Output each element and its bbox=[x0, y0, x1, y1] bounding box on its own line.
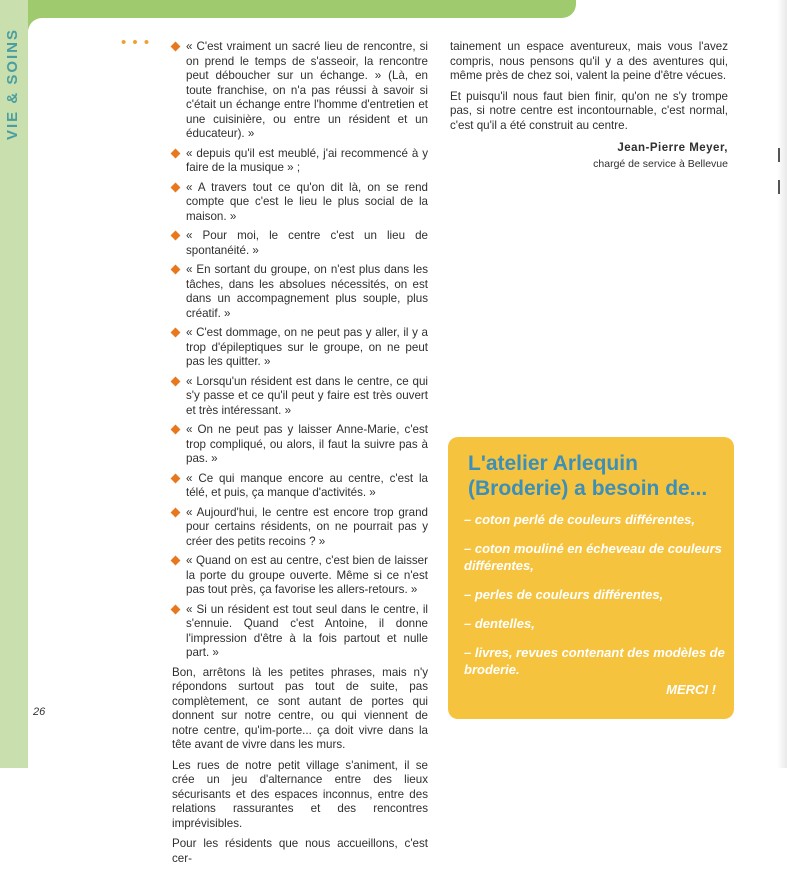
decor-dots: • • • bbox=[121, 34, 151, 51]
quote-item: « C'est dommage, on ne peut pas y aller, il y a trop d'épileptiques sur le groupe, on ne peut pas les quitter. » bbox=[172, 326, 428, 370]
atelier-title: L'atelier Arlequin (Broderie) a besoin de... bbox=[468, 452, 708, 500]
body-paragraph: Et puisqu'il nous faut bien finir, qu'on ne s'y trompe pas, si notre centre est incontournable, c'est normal, c'est qu'il a été construit au centre. bbox=[450, 89, 728, 132]
bullet-diamond-icon bbox=[171, 556, 181, 566]
top-color-band bbox=[28, 0, 576, 18]
bullet-diamond-icon bbox=[171, 148, 181, 158]
atelier-box bbox=[448, 437, 734, 719]
author-name: Jean-Pierre Meyer, bbox=[617, 142, 728, 154]
list-item: – perles de couleurs différentes, bbox=[464, 587, 664, 602]
bullet-diamond-icon bbox=[171, 507, 181, 517]
body-paragraph: Pour les résidents que nous accueillons, c'est cer- bbox=[172, 837, 428, 865]
bullet-diamond-icon bbox=[171, 42, 181, 52]
left-column bbox=[172, 40, 428, 872]
binding-mark bbox=[778, 180, 780, 194]
bullet-diamond-icon bbox=[171, 376, 181, 386]
body-paragraph: tainement un espace aventureux, mais vous l'avez compris, nous pensons qu'il y a des aventures qui, même près de chez soi, valent la peine d'être vécues. bbox=[450, 40, 728, 82]
bullet-diamond-icon bbox=[171, 231, 181, 241]
list-item: – coton perlé de couleurs différentes, bbox=[464, 512, 695, 527]
quote-item: « Pour moi, le centre c'est un lieu de spontanéité. » bbox=[172, 229, 428, 258]
quote-item: « Ce qui manque encore au centre, c'est la télé, et puis, ça manque d'activités. » bbox=[172, 472, 428, 501]
body-paragraph: Bon, arrêtons là les petites phrases, mais n'y répondons surtout pas tout de suite, pas complètement, ce sont autant de portes qui donnent sur notre centre, ou qui viennent de notre centre, qu'im-porte... ça doit vivre dans la tête avant de vivre dans les murs. bbox=[172, 665, 428, 751]
author-signature bbox=[560, 142, 728, 170]
quote-item: « Quand on est au centre, c'est bien de laisser la porte du groupe ouverte. Même si ce n'est pas tout près, ça favorise les allers-retours. » bbox=[172, 554, 428, 598]
bullet-diamond-icon bbox=[171, 473, 181, 483]
bullet-diamond-icon bbox=[171, 265, 181, 275]
quote-item: « On ne peut pas y laisser Anne-Marie, c'est trop compliqué, ou alors, il faut la suivre pas à pas. » bbox=[172, 423, 428, 467]
list-item: – livres, revues contenant des modèles de broderie. bbox=[464, 645, 725, 677]
binding-mark bbox=[778, 148, 780, 162]
right-column bbox=[450, 40, 728, 139]
bullet-diamond-icon bbox=[171, 328, 181, 338]
bullet-diamond-icon bbox=[171, 182, 181, 192]
quote-item: « Si un résident est tout seul dans le centre, il s'ennuie. Quand c'est Antoine, il donne l'impression d'être à la fois partout et nulle part. » bbox=[172, 603, 428, 661]
bullet-diamond-icon bbox=[171, 425, 181, 435]
body-paragraph: Les rues de notre petit village s'animent, il se crée un jeu d'alternance entre des lieux sécurisants et des espaces inconnus, entre des relations rassurantes et des rencontres imprévisibles. bbox=[172, 758, 428, 830]
bullet-diamond-icon bbox=[171, 604, 181, 614]
quote-item: « Lorsqu'un résident est dans le centre, ce qui s'y passe et ce qu'il peut y faire est très ouvert et très intéressant. » bbox=[172, 375, 428, 419]
atelier-needs-list bbox=[464, 511, 726, 690]
page-number: 26 bbox=[33, 706, 46, 718]
section-label: VIE & SOINS bbox=[4, 27, 21, 141]
quote-item: « depuis qu'il est meublé, j'ai recommencé à y faire de la musique » ; bbox=[172, 147, 428, 176]
thanks-text: MERCI ! bbox=[666, 682, 716, 697]
list-item: – coton mouliné en écheveau de couleurs différentes, bbox=[464, 541, 722, 573]
quote-item: « C'est vraiment un sacré lieu de rencontre, si on prend le temps de s'asseoir, la rencontre peut déboucher sur un échange. » (Là, en toute franchise, on n'a pas réussi à savoir si c'était un échange entre l'homme d'entretien et une cuisinière, ou entre un résident et un éducateur). » bbox=[172, 40, 428, 142]
page-edge-shadow bbox=[777, 0, 787, 768]
quote-item: « A travers tout ce qu'on dit là, on se rend compte que c'est le lieu le plus social de la maison. » bbox=[172, 181, 428, 225]
quote-item: « Aujourd'hui, le centre est encore trop grand pour certains résidents, on ne pourrait pas y créer des petits recoins ? » bbox=[172, 506, 428, 550]
list-item: – dentelles, bbox=[464, 616, 535, 631]
author-role: chargé de service à Bellevue bbox=[593, 158, 728, 170]
quote-item: « En sortant du groupe, on n'est plus dans les tâches, dans les absolues nécessités, on est dans un accompagnement plus souple, plus créatif. » bbox=[172, 263, 428, 321]
top-band-corner bbox=[28, 18, 42, 32]
